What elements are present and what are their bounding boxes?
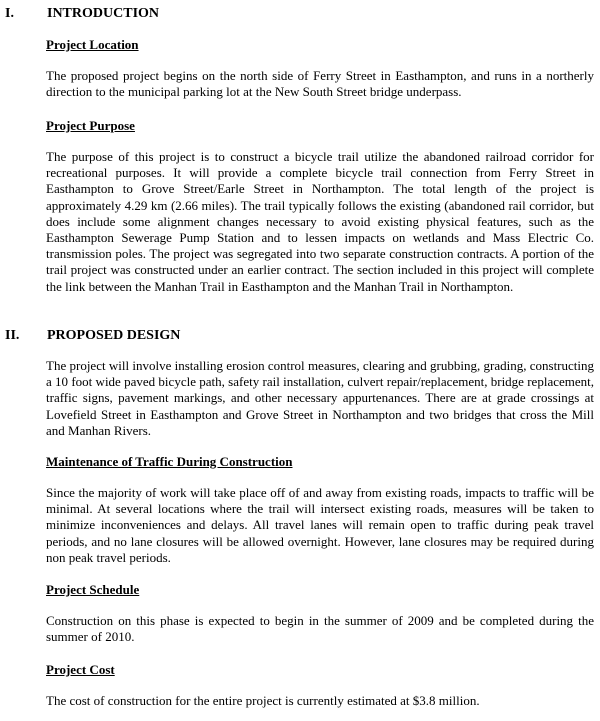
subheading-project-location: Project Location xyxy=(46,37,139,52)
section-heading-introduction xyxy=(5,5,159,22)
paragraph-project-cost: The cost of construction for the entire project is currently estimated at $3.8 million. xyxy=(46,693,480,708)
section-number: I. xyxy=(5,6,14,21)
paragraph-project-schedule: Construction on this phase is expected to begin in the summer of 2009 and be completed during the summer of 2010. xyxy=(46,613,594,645)
subheading-project-purpose: Project Purpose xyxy=(46,118,135,133)
section-title: INTRODUCTION xyxy=(47,6,160,21)
paragraph-project-location: The proposed project begins on the north side of Ferry Street in Easthampton, and runs in a northerly direction to the municipal parking lot at the New South Street bridge underpass. xyxy=(46,68,594,100)
section-title: PROPOSED DESIGN xyxy=(47,328,181,343)
paragraph-project-purpose: The purpose of this project is to construct a bicycle trail utilize the abandoned railroad corridor for recreational purposes. It will provide a complete bicycle trail connection from Ferry Street in Easthampton to Grove Street/Earle Street in Northampton. The total length of the project is approximately 4.29 km (2.66 miles). The trail typically follows the existing (abandoned rail corridor, but does include some alignment changes necessary to avoid existing physical features, such as the Easthampton Sewerage Pump Station and to lessen impacts on wetlands and Mass Electric Co. transmission poles. The project was segregated into two separate construction contracts. A portion of the trail project was constructed under an earlier contract. The section included in this project will complete the link between the Manhan Trail in Easthampton and the Manhan Trail in Northampton. xyxy=(46,149,594,294)
section-number: II. xyxy=(5,328,20,343)
paragraph-proposed-design: The project will involve installing erosion control measures, clearing and grubbing, grading, constructing a 10 foot wide paved bicycle path, safety rail installation, culvert repair/replacement, bridge replacement, traffic signs, pavement markings, and other necessary appurtenances. There are at grade crossings at Lovefield Street in Easthampton and Grove Street in Northampton and two bridges that cross the Mill and Manhan Rivers. xyxy=(46,358,594,438)
paragraph-maintenance-of-traffic: Since the majority of work will take place off of and away from existing roads, impacts to traffic will be minimal. At several locations where the trail will intersect existing roads, measures will be taken to minimize inconveniences and delays. All travel lanes will remain open to traffic during peak travel periods, and no lane closures will be allowed overnight. However, lane closures may be required during non peak travel periods. xyxy=(46,485,594,565)
subheading-maintenance-of-traffic: Maintenance of Traffic During Construction xyxy=(46,454,293,469)
subheading-project-schedule: Project Schedule xyxy=(46,582,140,597)
section-heading-proposed-design xyxy=(5,327,180,344)
subheading-project-cost: Project Cost xyxy=(46,662,115,677)
